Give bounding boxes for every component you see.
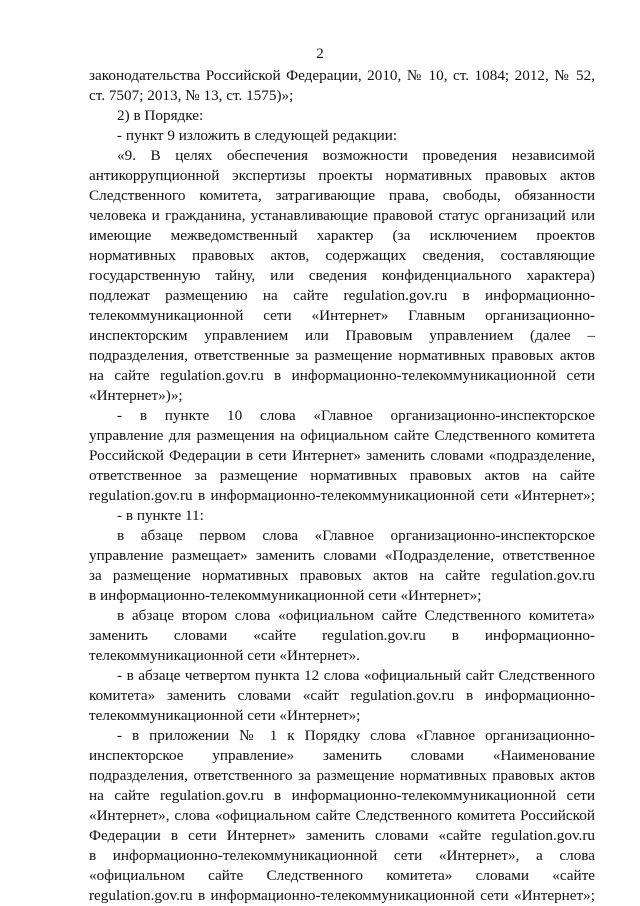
text-line: на сайте regulation.gov.ru в информационно-телекоммуникационной сети (89, 367, 595, 384)
text-line: нормативных правовых актов, содержащих сведения, составляющие (89, 247, 595, 264)
text-line: Следственного комитета, затрагивающие права, свободы, обязанности (89, 187, 595, 204)
text-line: инспекторское управление» заменить словами «Наименование (89, 747, 595, 764)
text-line: имеющие межведомственный характер (за исключением проектов (89, 227, 595, 244)
text-line: - пункт 9 изложить в следующей редакции: (117, 127, 398, 144)
text-line: - в абзаце четвертом пункта 12 слова «официальный сайт Следственного (117, 667, 595, 684)
text-line: ст. 7507; 2013, № 13, ст. 1575)»; (89, 87, 294, 104)
text-line: законодательства Российской Федерации, 2010, № 10, ст. 1084; 2012, № 52, (89, 67, 595, 84)
text-line: заменить словами «сайте regulation.gov.ru в информационно- (89, 627, 595, 644)
text-line: в абзаце первом слова «Главное организационно-инспекторское (117, 527, 595, 544)
text-line: в информационно-телекоммуникационной сети «Интернет», а слова (89, 847, 595, 864)
text-line: 2) в Порядке: (117, 107, 204, 124)
text-line: regulation.gov.ru в информационно-телекоммуникационной сети «Интернет»; (89, 487, 595, 504)
document-body (89, 66, 595, 906)
text-line: антикоррупционной экспертизы проекты нормативных правовых актов (89, 167, 595, 184)
text-line: подразделения, ответственного за размещение нормативных правовых актов (89, 767, 595, 784)
text-line: «Интернет», слова «официальном сайте Следственного комитета Российской (89, 807, 595, 824)
text-line: за размещение нормативных правовых актов на сайте regulation.gov.ru (89, 567, 595, 584)
text-line: подлежат размещению на сайте regulation.gov.ru в информационно- (89, 287, 595, 304)
text-line: - в пункте 10 слова «Главное организационно-инспекторское (117, 407, 595, 424)
text-line: телекоммуникационной сети «Интернет». (89, 647, 360, 664)
text-line: - в пункте 11: (117, 507, 204, 524)
text-line: «Интернет»)»; (89, 387, 183, 404)
text-line: человека и гражданина, устанавливающие правовой статус организаций или (89, 207, 595, 224)
text-line: управление размещает» заменить словами «Подразделение, ответственное (89, 547, 595, 564)
text-line: телекоммуникационной сети «Интернет» Главным организационно- (89, 307, 595, 324)
text-line: государственную тайну, или сведения конфиденциального характера) (89, 267, 595, 284)
text-line: «официальном сайте Следственного комитета» словами «сайте (89, 867, 595, 884)
text-line: Российской Федерации в сети Интернет» заменить словами «подразделение, (89, 447, 595, 464)
text-line: в абзаце втором слова «официальном сайте Следственного комитета» (117, 607, 595, 624)
text-line: комитета» заменить словами «сайт regulation.gov.ru в информационно- (89, 687, 595, 704)
page-number: 2 (316, 46, 324, 62)
text-line: - в приложении № 1 к Порядку слова «Главное организационно- (117, 727, 595, 744)
text-line: управление для размещения на официальном сайте Следственного комитета (89, 427, 595, 444)
text-line: regulation.gov.ru в информационно-телекоммуникационной сети «Интернет»; (89, 887, 595, 904)
text-line: Федерации в сети Интернет» заменить словами «сайте regulation.gov.ru (89, 827, 595, 844)
text-line: инспекторским управлением или Правовым управлением (далее – (89, 327, 595, 344)
text-line: в информационно-телекоммуникационной сети «Интернет»; (89, 587, 482, 604)
text-line: на сайте regulation.gov.ru в информационно-телекоммуникационной сети (89, 787, 595, 804)
text-line: телекоммуникационной сети «Интернет»; (89, 707, 361, 724)
text-line: подразделения, ответственные за размещение нормативных правовых актов (89, 347, 595, 364)
text-line: «9. В целях обеспечения возможности проведения независимой (117, 147, 595, 164)
text-line: ответственное за размещение нормативных правовых актов на сайте (89, 467, 595, 484)
